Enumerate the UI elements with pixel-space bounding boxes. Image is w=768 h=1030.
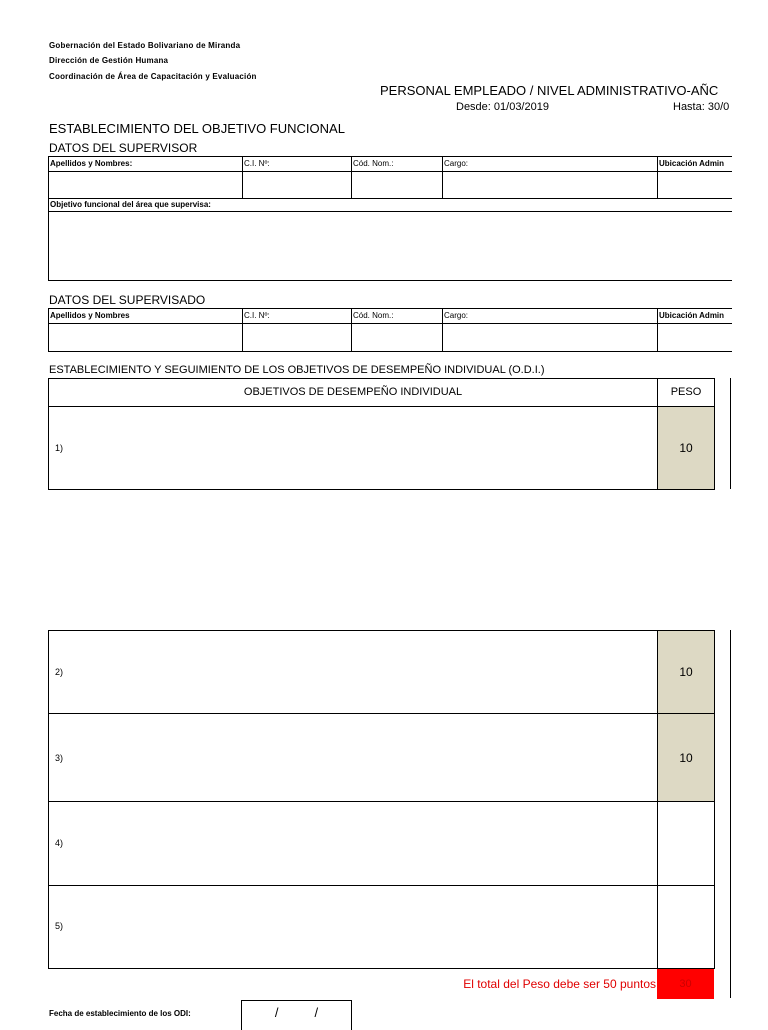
odi-row-4-peso[interactable]	[657, 802, 714, 885]
supervisado-cod-header: Cód. Nom.:	[353, 311, 394, 320]
supervisor-ubicacion-field[interactable]	[658, 172, 732, 198]
supervisor-cod-field[interactable]	[352, 172, 442, 198]
odi-row-2-peso[interactable]: 10	[657, 631, 714, 713]
odi-row-1-peso[interactable]: 10	[657, 407, 714, 489]
odi-row-3-number: 3)	[55, 753, 64, 763]
odi-row-1-number: 1)	[55, 443, 64, 453]
supervisor-title: DATOS DEL SUPERVISOR	[49, 141, 198, 155]
objetivo-funcional-field[interactable]	[49, 212, 732, 280]
right-margin-rule-bottom	[730, 630, 731, 998]
supervisor-cargo-header: Cargo:	[444, 159, 469, 168]
supervisor-ubicacion-header: Ubicación Admin	[659, 159, 725, 168]
odi-row-2-field[interactable]	[49, 631, 657, 713]
odi-row-3-peso[interactable]: 10	[657, 714, 714, 801]
odi-table-bottom	[48, 630, 715, 969]
odi-row-2-number: 2)	[55, 667, 64, 677]
supervisado-ubicacion-field[interactable]	[658, 324, 732, 351]
odi-row-4-field[interactable]	[49, 802, 657, 885]
supervisor-ci-header: C.I. Nº:	[244, 159, 270, 168]
right-margin-rule-top	[730, 378, 731, 489]
fecha-label: Fecha de establecimiento de los ODI:	[49, 1009, 191, 1018]
supervisado-ci-field[interactable]	[243, 324, 351, 351]
odi-peso-header: PESO	[670, 386, 702, 398]
supervisado-ci-header: C.I. Nº:	[244, 311, 270, 320]
peso-warning: El total del Peso debe ser 50 puntos	[463, 977, 656, 991]
supervisor-names-field[interactable]	[49, 172, 242, 198]
odi-row-3-field[interactable]	[49, 714, 657, 801]
doc-title: PERSONAL EMPLEADO / NIVEL ADMINISTRATIVO-AÑC	[380, 83, 719, 98]
odi-row-5-peso[interactable]	[657, 886, 714, 968]
section-title: ESTABLECIMIENTO DEL OBJETIVO FUNCIONAL	[49, 121, 345, 136]
odi-objetivos-header: OBJETIVOS DE DESEMPEÑO INDIVIDUAL	[243, 386, 463, 398]
odi-row-5-number: 5)	[55, 921, 64, 931]
objetivo-funcional-label: Objetivo funcional del área que supervisa:	[50, 200, 211, 209]
supervisado-title: DATOS DEL SUPERVISADO	[49, 293, 206, 307]
odi-section-title: ESTABLECIMIENTO Y SEGUIMIENTO DE LOS OBJETIVOS DE DESEMPEÑO INDIVIDUAL (O.D.I.)	[49, 364, 545, 376]
supervisor-names-header: Apellidos y Nombres:	[50, 159, 133, 168]
period-start: Desde: 01/03/2019	[456, 101, 549, 113]
supervisado-names-field[interactable]	[49, 324, 242, 351]
odi-row-1-field[interactable]	[49, 407, 657, 489]
supervisado-names-header: Apellidos y Nombres	[50, 311, 130, 320]
supervisado-cargo-header: Cargo:	[444, 311, 469, 320]
odi-row-4-number: 4)	[55, 838, 64, 848]
org-line-2: Dirección de Gestión Humana	[49, 56, 169, 65]
org-line-1: Gobernación del Estado Bolivariano de Miranda	[49, 41, 241, 50]
odi-row-5-field[interactable]	[49, 886, 657, 968]
supervisado-ubicacion-header: Ubicación Admin	[659, 311, 725, 320]
fecha-field[interactable]	[241, 1000, 352, 1030]
supervisor-ci-field[interactable]	[243, 172, 351, 198]
odi-table-top	[48, 378, 715, 490]
supervisado-cod-field[interactable]	[352, 324, 442, 351]
supervisor-cargo-field[interactable]	[443, 172, 657, 198]
fecha-separators: / /	[274, 1005, 319, 1020]
period-end: Hasta: 30/0	[673, 101, 730, 113]
supervisado-cargo-field[interactable]	[443, 324, 657, 351]
peso-total: 30	[657, 969, 714, 999]
supervisor-cod-header: Cód. Nom.:	[353, 159, 394, 168]
org-line-3: Coordinación de Área de Capacitación y Evaluación	[49, 72, 257, 81]
